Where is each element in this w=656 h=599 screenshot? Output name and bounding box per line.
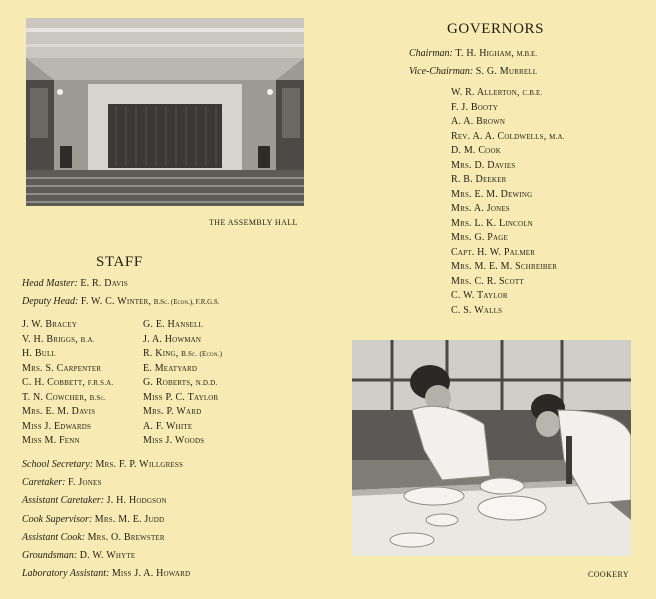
staff-heading: STAFF: [96, 254, 143, 270]
list-item: Mrs. C. R. Scott: [451, 275, 524, 287]
list-item: Mrs. D. Davies: [451, 159, 516, 171]
vice-chairman-role: Vice-Chairman:: [409, 66, 474, 77]
list-item: Miss M. Fenn: [22, 435, 80, 446]
list-item: Laboratory Assistant: Miss J. A. Howard: [22, 568, 191, 580]
head-master-name: E. R. Davis: [80, 278, 128, 289]
list-item: G. Roberts, N.D.D.: [143, 377, 218, 388]
list-item: Mrs. L. K. Lincoln: [451, 217, 533, 229]
list-item: T. N. Cowcher, B.Sc.: [22, 391, 106, 403]
list-item: C. W. Taylor: [451, 290, 508, 301]
list-item: C. H. Cobbett, F.R.S.A.: [22, 377, 114, 388]
list-item: Mrs. G. Page: [451, 232, 509, 243]
cookery-illustration: [352, 340, 631, 556]
list-item: F. J. Booty: [451, 101, 498, 113]
list-item: Mrs. P. Ward: [143, 406, 202, 417]
deputy-head-role: Deputy Head:: [22, 296, 79, 307]
list-item: D. M. Cook: [451, 145, 501, 156]
list-item: J. W. Bracey: [22, 319, 78, 330]
list-item: Miss J. Woods: [143, 435, 205, 446]
list-item: Assistant Caretaker: J. H. Hodgson: [22, 495, 167, 507]
list-item: Miss J. Edwards: [22, 420, 92, 432]
list-item: Groundsman: D. W. Whyte: [22, 549, 136, 561]
list-item: Assistant Cook: Mrs. O. Brewster: [22, 531, 165, 543]
support-staff-list: [22, 456, 190, 583]
list-item: R. B. Deeker: [451, 174, 507, 185]
deputy-head-qualifications: B.Sc. (Econ.), F.R.G.S.: [153, 298, 220, 306]
list-item: G. E. Hansell: [143, 319, 203, 330]
chairman-role: Chairman:: [409, 48, 453, 59]
staff-list-column-2: [143, 318, 222, 449]
vice-chairman-name: S. G. Murrell: [475, 66, 538, 77]
cookery-photo: [352, 340, 631, 556]
list-item: Mrs. E. M. Dewing: [451, 188, 533, 200]
list-item: J. A. Howman: [143, 333, 202, 345]
governors-heading: GOVERNORS: [447, 21, 545, 37]
list-item: Cook Supervisor: Mrs. M. E. Judd: [22, 513, 165, 525]
list-item: School Secretary: Mrs. F. P. Willgress: [22, 459, 184, 470]
list-item: Mrs. A. Jones: [451, 203, 510, 214]
list-item: Mrs. S. Carpenter: [22, 362, 102, 374]
assembly-hall-photo: [26, 18, 304, 206]
chairman-name: T. H. Higham,: [455, 48, 515, 59]
list-item: A. F. White: [143, 420, 193, 432]
list-item: Capt. H. W. Palmer: [451, 246, 536, 258]
chairman-qualifications: M.B.E.: [516, 50, 537, 58]
governors-list: [451, 86, 565, 318]
list-item: Mrs. M. E. M. Schreiber: [451, 261, 558, 272]
list-item: Mrs. E. M. Davis: [22, 406, 96, 417]
vice-chairman-line: [409, 66, 537, 77]
deputy-head-name: F. W. C. Winter,: [80, 296, 152, 307]
list-item: H. Bull: [22, 348, 56, 359]
list-item: Caretaker: F. Jones: [22, 477, 102, 489]
list-item: Miss P. C. Taylor: [143, 391, 219, 403]
list-item: E. Meatyard: [143, 362, 198, 374]
list-item: Rev. A. A. Coldwells, M.A.: [451, 130, 565, 142]
assembly-hall-illustration: [26, 18, 304, 206]
assembly-hall-caption: THE ASSEMBLY HALL: [209, 218, 298, 227]
staff-list-column-1: [22, 318, 113, 449]
list-item: R. King, B.Sc. (Econ.): [143, 348, 223, 359]
deputy-head-line: [22, 296, 220, 307]
chairman-line: [409, 48, 537, 59]
cookery-caption: COOKERY: [588, 570, 630, 579]
list-item: V. H. Briggs, B.A.: [22, 333, 95, 345]
list-item: W. R. Allerton, C.B.E.: [451, 87, 543, 98]
head-master-line: [22, 278, 128, 289]
list-item: C. S. Walls: [451, 304, 503, 316]
head-master-role: Head Master:: [22, 278, 78, 289]
list-item: A. A. Brown: [451, 116, 506, 127]
